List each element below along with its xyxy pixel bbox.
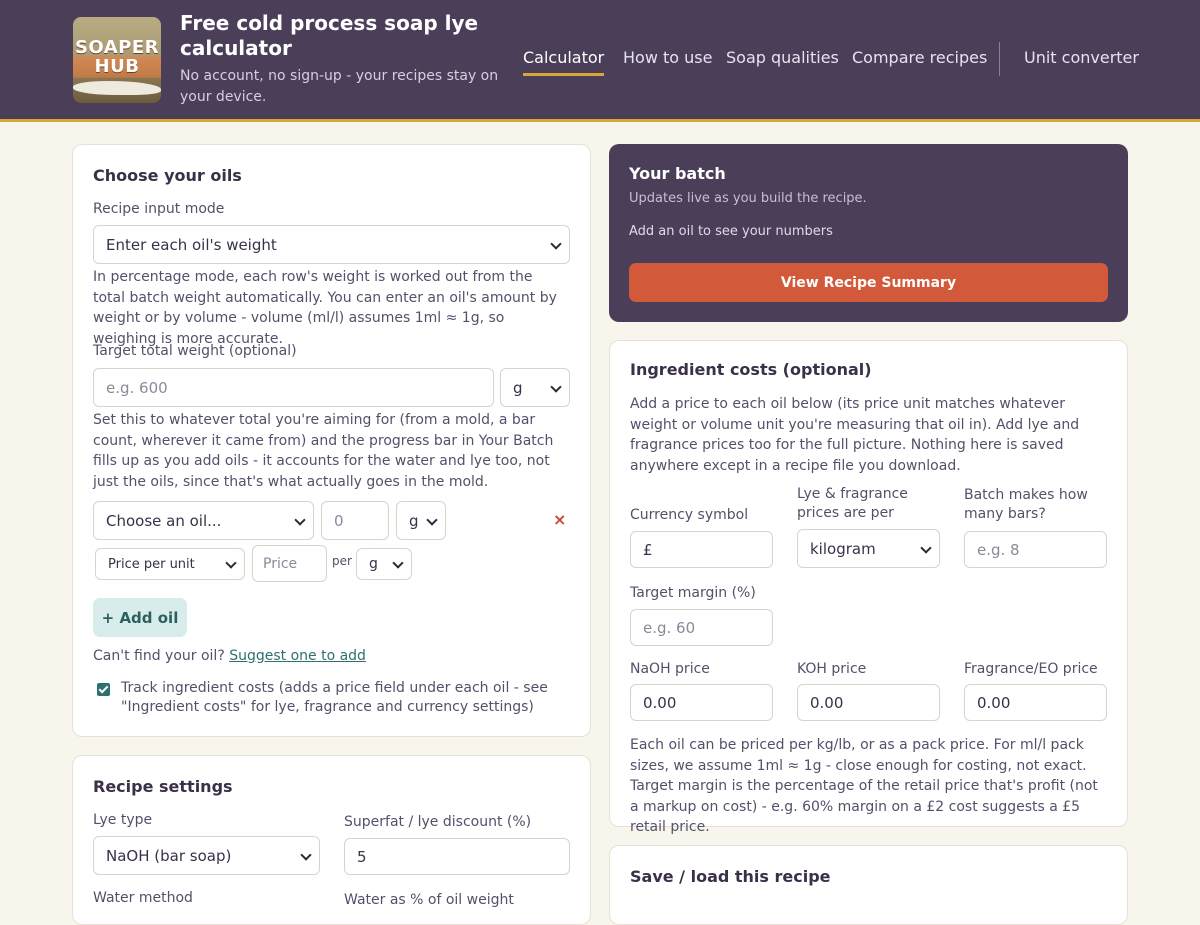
oil-select[interactable]: Choose an oil... bbox=[93, 501, 314, 540]
logo-text-line1: SOAPER bbox=[74, 37, 160, 58]
naoh-price-input[interactable]: 0.00 bbox=[630, 684, 773, 721]
input-mode-select[interactable]: Enter each oil's weight bbox=[93, 225, 570, 264]
costs-intro: Add a price to each oil below (its price unit matches whatever weight or volume unit you're measuring that oil in). Add lye and fragrance prices too for the full picture. Nothing here is saved anywhere except in a recipe file you download. bbox=[630, 396, 1080, 474]
save-load-card bbox=[609, 845, 1128, 925]
target-unit-select[interactable]: g bbox=[500, 368, 570, 407]
nav-divider bbox=[999, 42, 1000, 76]
save-load-heading: Save / load this recipe bbox=[630, 867, 831, 886]
currency-input[interactable]: £ bbox=[630, 531, 773, 568]
input-mode-label: Recipe input mode bbox=[93, 201, 225, 217]
site-header bbox=[0, 0, 1200, 122]
cant-find-text bbox=[93, 648, 366, 664]
logo-text-line2: HUB bbox=[94, 56, 140, 77]
currency-label: Currency symbol bbox=[630, 507, 749, 523]
track-costs-checkbox[interactable] bbox=[97, 683, 110, 696]
track-costs-label: Track ingredient costs (adds a price field under each oil - see "Ingredient costs" for lye, fragrance and currency settings) bbox=[121, 680, 548, 715]
koh-price-input[interactable]: 0.00 bbox=[797, 684, 940, 721]
batch-heading: Your batch bbox=[629, 164, 726, 183]
per-label: per bbox=[332, 554, 352, 568]
costs-card bbox=[609, 340, 1128, 835]
logo-foam bbox=[73, 81, 161, 95]
recipe-settings-heading: Recipe settings bbox=[93, 777, 233, 796]
oil-unit-select[interactable]: g bbox=[396, 501, 446, 540]
bars-input[interactable]: e.g. 8 bbox=[964, 531, 1107, 568]
naoh-price-label: NaOH price bbox=[630, 661, 710, 677]
fragrance-price-input[interactable]: 0.00 bbox=[964, 684, 1107, 721]
costs-heading: Ingredient costs (optional) bbox=[630, 360, 872, 379]
batch-empty-text: Add an oil to see your numbers bbox=[629, 224, 833, 239]
nav-unit-converter[interactable]: Unit converter bbox=[1024, 48, 1139, 67]
bars-label: Batch makes how many bars? bbox=[964, 487, 1088, 522]
target-weight-input[interactable]: e.g. 600 bbox=[93, 368, 494, 407]
site-subtitle: No account, no sign-up - your recipes stay on your device. bbox=[180, 68, 499, 105]
nav-how-to-use[interactable]: How to use bbox=[623, 48, 713, 67]
site-title: Free cold process soap lye calculator bbox=[180, 11, 479, 60]
nav-calculator[interactable]: Calculator bbox=[523, 48, 604, 76]
oils-card bbox=[72, 144, 591, 737]
lye-price-unit-label: Lye & fragrance prices are per bbox=[797, 486, 908, 521]
water-method-label: Water method bbox=[93, 890, 193, 906]
view-recipe-summary-button[interactable]: View Recipe Summary bbox=[629, 263, 1108, 302]
koh-price-label: KOH price bbox=[797, 661, 867, 677]
margin-input[interactable]: e.g. 60 bbox=[630, 609, 773, 646]
cant-find-label: Can't find your oil? bbox=[93, 648, 225, 664]
price-unit-select[interactable]: g bbox=[356, 548, 412, 580]
target-weight-help: Set this to whatever total you're aiming for (from a mold, a bar count, wherever it came from) and the progress bar in Your Batch fills up as you add oils - it accounts for the water and lye too, not just the oils, since that's what actually goes in the mold. bbox=[93, 412, 554, 490]
nav-compare-recipes[interactable]: Compare recipes bbox=[852, 48, 988, 67]
costs-footnote: Each oil can be priced per kg/lb, or as a pack price. For ml/l pack sizes, we assume 1ml ≈ 1g - close enough for costing, not exact. Target margin is the percentage of the retail price that's profit (not a markup on cost) - e.g. 60% margin on a £2 cost suggests a £5 retail price. bbox=[630, 737, 1098, 835]
lye-type-label: Lye type bbox=[93, 812, 153, 828]
lye-type-select[interactable]: NaOH (bar soap) bbox=[93, 836, 320, 875]
superfat-label: Superfat / lye discount (%) bbox=[344, 814, 532, 830]
nav-soap-qualities[interactable]: Soap qualities bbox=[726, 48, 839, 67]
batch-card bbox=[609, 144, 1128, 322]
lye-price-unit-select[interactable]: kilogram bbox=[797, 529, 940, 568]
remove-oil-button[interactable]: × bbox=[553, 510, 567, 529]
fragrance-price-label: Fragrance/EO price bbox=[964, 661, 1098, 677]
price-mode-select[interactable]: Price per unit bbox=[95, 548, 245, 580]
oils-heading: Choose your oils bbox=[93, 166, 242, 185]
batch-subtitle: Updates live as you build the recipe. bbox=[629, 191, 867, 206]
superfat-input[interactable]: 5 bbox=[344, 838, 570, 875]
target-weight-label: Target total weight (optional) bbox=[93, 343, 297, 359]
margin-label: Target margin (%) bbox=[630, 585, 756, 601]
add-oil-button[interactable]: + Add oil bbox=[93, 598, 187, 637]
input-mode-help: In percentage mode, each row's weight is worked out from the total batch weight automatically. You can enter an oil's amount by weight or by volume - volume (ml/l) assumes 1ml ≈ 1g, so weighing is more accurate. bbox=[93, 269, 557, 347]
soaper-hub-logo[interactable] bbox=[73, 17, 161, 103]
suggest-oil-link[interactable]: Suggest one to add bbox=[229, 648, 366, 664]
oil-amount-input[interactable]: 0 bbox=[321, 501, 389, 540]
water-pct-label: Water as % of oil weight bbox=[344, 892, 514, 908]
oil-price-input[interactable]: Price bbox=[252, 545, 327, 582]
